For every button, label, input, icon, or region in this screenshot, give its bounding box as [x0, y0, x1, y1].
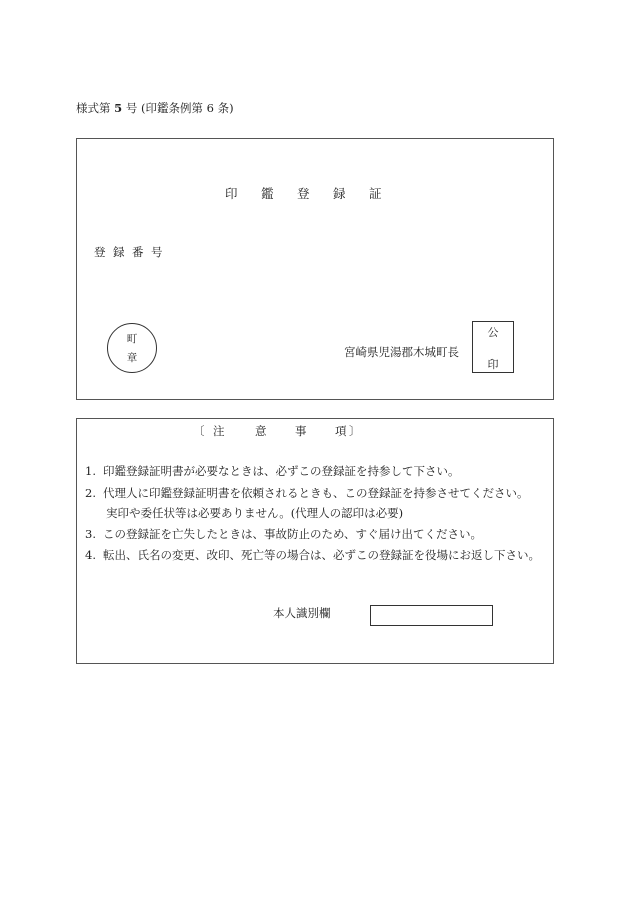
- town-seal-circle: [107, 323, 157, 373]
- notes-heading-bracket: 〔: [193, 424, 205, 438]
- note-text: この登録証を亡失したときは、事故防止のため、すぐ届け出てください。: [103, 527, 483, 541]
- note-item-sub: 実印や委任状等は必要ありません。(代理人の認印は必要): [106, 506, 404, 520]
- official-seal-char: 印: [487, 358, 499, 371]
- form-number-suffix: 号: [125, 101, 138, 115]
- form-ordinance-reference: (印鑑条例第 6 条): [140, 101, 234, 115]
- identity-field-label: 本人識別欄: [273, 606, 331, 620]
- registration-card: [76, 138, 554, 400]
- card-title-char: 録: [333, 186, 346, 201]
- notes-heading: [193, 423, 361, 439]
- town-seal-char: 章: [126, 352, 138, 364]
- identity-field-box[interactable]: [370, 605, 493, 626]
- note-text: 印鑑登録証明書が必要なときは、必ずこの登録証を持参して下さい。: [103, 464, 460, 478]
- town-seal-char: 町: [126, 333, 138, 345]
- notes-heading-char: 事: [295, 424, 307, 438]
- card-title-char: 証: [369, 186, 382, 201]
- card-title-char: 登: [297, 186, 310, 201]
- form-number-value: 5: [114, 101, 123, 115]
- card-title-char: 鑑: [261, 186, 274, 201]
- note-text: 代理人に印鑑登録証明書を依頼されるときも、この登録証を持参させてください。: [103, 486, 529, 500]
- note-item: [85, 526, 482, 542]
- notes-section: [76, 418, 554, 664]
- note-number: 2.: [85, 486, 96, 500]
- form-number-prefix: 様式第: [76, 101, 111, 115]
- notes-heading-char: 注: [213, 424, 225, 438]
- note-item: [85, 463, 460, 479]
- notes-heading-bracket: 〕: [349, 424, 361, 438]
- note-item: [85, 547, 540, 563]
- notes-heading-char: 意: [255, 424, 267, 438]
- note-item: [85, 485, 529, 501]
- card-title-char: 印: [225, 186, 238, 201]
- official-seal-char: 公: [487, 326, 499, 339]
- form-number-label: [76, 100, 234, 116]
- note-number: 3.: [85, 527, 96, 541]
- note-number: 1.: [85, 464, 96, 478]
- official-seal-box: [472, 321, 514, 373]
- reg-label-char: 号: [151, 245, 163, 259]
- note-number: 4.: [85, 548, 96, 562]
- card-title: [225, 184, 383, 202]
- notes-heading-char: 項: [335, 424, 347, 438]
- reg-label-char: 登: [94, 245, 106, 259]
- registration-number-label: [94, 244, 165, 260]
- reg-label-char: 番: [132, 245, 144, 259]
- issuer-name: 宮崎県児湯郡木城町長: [344, 345, 459, 359]
- note-text: 転出、氏名の変更、改印、死亡等の場合は、必ずこの登録証を役場にお返し下さい。: [103, 548, 540, 562]
- reg-label-char: 録: [113, 245, 125, 259]
